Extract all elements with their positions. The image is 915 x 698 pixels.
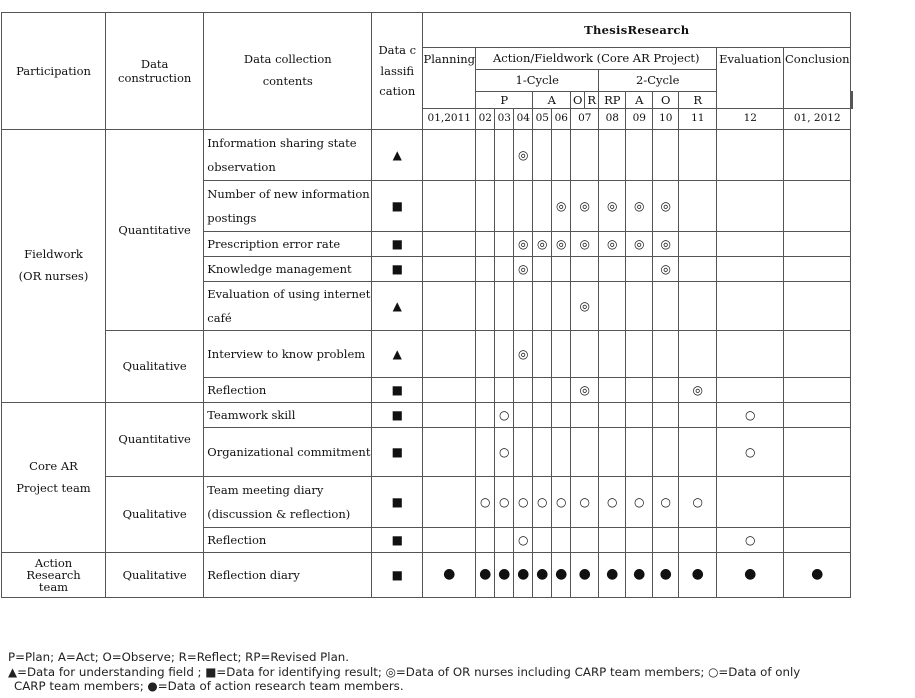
schedule-cell [423, 130, 476, 181]
schedule-cell [784, 331, 851, 378]
schedule-cell [514, 428, 533, 477]
schedule-cell [495, 331, 514, 378]
schedule-cell [552, 428, 571, 477]
schedule-cell: ○ [495, 428, 514, 477]
schedule-cell [784, 378, 851, 403]
data-collection-header: Data collection contents [204, 13, 372, 130]
schedule-cell [571, 528, 599, 553]
schedule-cell [784, 130, 851, 181]
schedule-cell [599, 428, 626, 477]
schedule-cell [653, 331, 679, 378]
collection-content: Knowledge management [204, 257, 372, 282]
schedule-cell [552, 257, 571, 282]
legend-line-3: CARP team members; ●=Data of action research team members. [14, 679, 404, 693]
research-data-table [1, 12, 853, 598]
schedule-cell: ◎ [626, 232, 653, 257]
fieldwork-group-label: Fieldwork (OR nurses) [2, 130, 106, 403]
cycle-2-header: 2-Cycle [599, 70, 717, 92]
schedule-cell: ○ [552, 477, 571, 528]
schedule-cell [626, 403, 653, 428]
data-construction-header: Data construction [106, 13, 204, 130]
month-header: 02 [476, 109, 495, 130]
schedule-cell [423, 257, 476, 282]
schedule-cell: ○ [476, 477, 495, 528]
schedule-cell [653, 378, 679, 403]
schedule-cell [495, 130, 514, 181]
month-header: 04 [514, 109, 533, 130]
schedule-cell [514, 181, 533, 232]
classification-symbol: ■ [372, 232, 423, 257]
schedule-cell [717, 378, 784, 403]
schedule-cell: ◎ [514, 331, 533, 378]
collection-content: Reflection diary [204, 553, 372, 598]
schedule-cell: ◎ [599, 232, 626, 257]
schedule-cell [571, 428, 599, 477]
schedule-cell [717, 331, 784, 378]
schedule-cell [626, 378, 653, 403]
month-header: 08 [599, 109, 626, 130]
schedule-cell: ○ [717, 403, 784, 428]
schedule-cell [476, 282, 495, 331]
schedule-cell [476, 232, 495, 257]
plan-phase-header: P [476, 92, 533, 109]
schedule-cell [653, 403, 679, 428]
classification-symbol: ▲ [372, 282, 423, 331]
revised-plan-phase-header: RP [599, 92, 626, 109]
schedule-cell: ○ [514, 528, 533, 553]
collection-content: Evaluation of using internet café [204, 282, 372, 331]
schedule-cell [495, 282, 514, 331]
observe-phase-header: O [571, 92, 585, 109]
schedule-cell [533, 257, 552, 282]
schedule-cell [599, 331, 626, 378]
collection-content: Team meeting diary (discussion & reflection) [204, 477, 372, 528]
classification-symbol: ■ [372, 428, 423, 477]
schedule-cell [784, 282, 851, 331]
schedule-cell: ◎ [571, 232, 599, 257]
schedule-cell: ◎ [514, 257, 533, 282]
schedule-cell: ○ [626, 477, 653, 528]
collection-content: Information sharing state observation [204, 130, 372, 181]
classification-symbol: ■ [372, 378, 423, 403]
schedule-cell: ◎ [571, 378, 599, 403]
construction-label: Qualitative [106, 331, 204, 403]
collection-content: Reflection [204, 378, 372, 403]
schedule-cell [495, 181, 514, 232]
schedule-cell: ● [423, 553, 476, 598]
month-header: 10 [653, 109, 679, 130]
month-header: 06 [552, 109, 571, 130]
schedule-cell: ○ [571, 477, 599, 528]
schedule-cell [784, 528, 851, 553]
collection-content: Reflection [204, 528, 372, 553]
schedule-cell: ◎ [626, 181, 653, 232]
schedule-cell [679, 257, 717, 282]
month-header: 01, 2012 [784, 109, 851, 130]
observe-phase-2-header: O [653, 92, 679, 109]
schedule-cell [599, 257, 626, 282]
schedule-cell [514, 282, 533, 331]
schedule-cell [717, 477, 784, 528]
schedule-cell [679, 331, 717, 378]
schedule-cell: ◎ [679, 378, 717, 403]
schedule-cell [717, 130, 784, 181]
schedule-cell [717, 181, 784, 232]
schedule-cell [495, 528, 514, 553]
schedule-cell: ● [571, 553, 599, 598]
evaluation-header: Evaluation [717, 48, 784, 109]
schedule-cell [626, 428, 653, 477]
schedule-cell: ◎ [653, 257, 679, 282]
cycle-1-header: 1-Cycle [476, 70, 599, 92]
schedule-cell [679, 232, 717, 257]
construction-label: Qualitative [106, 553, 204, 598]
schedule-cell [476, 403, 495, 428]
classification-symbol: ■ [372, 257, 423, 282]
schedule-cell [626, 528, 653, 553]
schedule-cell [784, 477, 851, 528]
schedule-cell: ◎ [653, 181, 679, 232]
schedule-cell: ◎ [599, 181, 626, 232]
schedule-cell [599, 378, 626, 403]
schedule-cell [476, 378, 495, 403]
schedule-cell [717, 257, 784, 282]
schedule-cell [476, 428, 495, 477]
schedule-cell: ● [717, 553, 784, 598]
schedule-cell: ○ [495, 403, 514, 428]
schedule-cell [571, 403, 599, 428]
construction-label: Quantitative [106, 130, 204, 331]
schedule-cell [533, 130, 552, 181]
legend-line-2: ▲=Data for understanding field ; ■=Data for identifying result; ◎=Data of OR nurses including CARP team members; ○=Data of only [8, 665, 801, 679]
schedule-cell [679, 130, 717, 181]
schedule-cell [533, 528, 552, 553]
classification-symbol: ■ [372, 477, 423, 528]
schedule-cell [784, 232, 851, 257]
month-header: 01,2011 [423, 109, 476, 130]
schedule-cell: ● [514, 553, 533, 598]
schedule-cell [514, 378, 533, 403]
schedule-cell [599, 282, 626, 331]
month-header: 11 [679, 109, 717, 130]
schedule-cell [571, 331, 599, 378]
schedule-cell [784, 403, 851, 428]
schedule-cell: ● [653, 553, 679, 598]
schedule-cell: ◎ [514, 130, 533, 181]
month-header: 12 [717, 109, 784, 130]
schedule-cell: ○ [653, 477, 679, 528]
schedule-cell [423, 232, 476, 257]
schedule-cell: ● [533, 553, 552, 598]
schedule-cell [626, 130, 653, 181]
schedule-cell: ○ [533, 477, 552, 528]
schedule-cell: ● [626, 553, 653, 598]
schedule-cell [533, 428, 552, 477]
schedule-cell: ● [599, 553, 626, 598]
schedule-cell [533, 331, 552, 378]
schedule-cell: ● [552, 553, 571, 598]
schedule-cell [626, 331, 653, 378]
schedule-cell [423, 477, 476, 528]
schedule-cell [533, 282, 552, 331]
collection-content: Teamwork skill [204, 403, 372, 428]
schedule-cell [552, 130, 571, 181]
schedule-cell [653, 428, 679, 477]
schedule-cell [717, 232, 784, 257]
month-header: 09 [626, 109, 653, 130]
schedule-cell: ○ [599, 477, 626, 528]
classification-symbol: ■ [372, 528, 423, 553]
schedule-cell [514, 403, 533, 428]
schedule-cell [495, 378, 514, 403]
schedule-cell [552, 528, 571, 553]
schedule-cell [679, 528, 717, 553]
schedule-cell: ◎ [552, 181, 571, 232]
schedule-cell [533, 403, 552, 428]
schedule-cell [571, 257, 599, 282]
action-fieldwork-header: Action/Fieldwork (Core AR Project) [476, 48, 717, 70]
schedule-cell [476, 181, 495, 232]
schedule-cell: ● [495, 553, 514, 598]
schedule-cell [423, 331, 476, 378]
schedule-cell [784, 428, 851, 477]
schedule-cell: ◎ [571, 282, 599, 331]
schedule-cell [599, 403, 626, 428]
schedule-cell [476, 257, 495, 282]
collection-content: Organizational commitment [204, 428, 372, 477]
schedule-cell [653, 130, 679, 181]
month-header: 05 [533, 109, 552, 130]
schedule-cell [495, 232, 514, 257]
participation-header: Participation [2, 13, 106, 130]
schedule-cell [679, 181, 717, 232]
schedule-cell [599, 130, 626, 181]
conclusion-header: Conclusion [784, 48, 851, 109]
classification-symbol: ▲ [372, 130, 423, 181]
collection-content: Number of new information postings [204, 181, 372, 232]
schedule-cell: ○ [679, 477, 717, 528]
act-phase-2-header: A [626, 92, 653, 109]
schedule-cell: ○ [717, 428, 784, 477]
schedule-cell [679, 428, 717, 477]
schedule-cell [423, 378, 476, 403]
schedule-cell [552, 282, 571, 331]
schedule-cell [679, 403, 717, 428]
classification-symbol: ■ [372, 181, 423, 232]
legend-line-1: P=Plan; A=Act; O=Observe; R=Reflect; RP=Revised Plan. [8, 650, 350, 664]
schedule-cell [784, 181, 851, 232]
schedule-cell [423, 403, 476, 428]
month-header: 03 [495, 109, 514, 130]
data-classification-header: Data classification [372, 13, 423, 130]
schedule-cell [679, 282, 717, 331]
schedule-cell [626, 257, 653, 282]
schedule-cell: ◎ [552, 232, 571, 257]
schedule-cell [784, 257, 851, 282]
schedule-cell [476, 130, 495, 181]
schedule-cell [653, 282, 679, 331]
classification-symbol: ▲ [372, 331, 423, 378]
schedule-cell [423, 181, 476, 232]
schedule-cell [653, 528, 679, 553]
reflect-phase-header: R [585, 92, 599, 109]
schedule-cell [552, 331, 571, 378]
schedule-cell [533, 378, 552, 403]
schedule-cell [626, 282, 653, 331]
schedule-cell: ◎ [533, 232, 552, 257]
schedule-cell: ○ [717, 528, 784, 553]
schedule-cell [476, 528, 495, 553]
schedule-cell [423, 428, 476, 477]
schedule-cell [599, 528, 626, 553]
schedule-cell: ● [679, 553, 717, 598]
action-team-group-label: Action Research team [2, 553, 106, 598]
collection-content: Prescription error rate [204, 232, 372, 257]
planning-header: Planning [423, 48, 476, 109]
core-team-group-label: Core AR Project team [2, 403, 106, 553]
classification-symbol: ■ [372, 553, 423, 598]
schedule-cell [552, 378, 571, 403]
schedule-cell [571, 130, 599, 181]
reflect-phase-2-header: R [679, 92, 717, 109]
schedule-cell [533, 181, 552, 232]
collection-content: Interview to know problem [204, 331, 372, 378]
schedule-cell: ◎ [653, 232, 679, 257]
schedule-cell [423, 282, 476, 331]
schedule-cell: ○ [514, 477, 533, 528]
thesis-research-header: ThesisResearch [423, 13, 851, 48]
schedule-cell: ● [784, 553, 851, 598]
construction-label: Qualitative [106, 477, 204, 553]
schedule-cell: ◎ [571, 181, 599, 232]
act-phase-header: A [533, 92, 571, 109]
schedule-cell [423, 528, 476, 553]
schedule-cell [552, 403, 571, 428]
schedule-cell: ● [476, 553, 495, 598]
schedule-cell [495, 257, 514, 282]
schedule-cell: ◎ [514, 232, 533, 257]
schedule-cell [717, 282, 784, 331]
schedule-cell: ○ [495, 477, 514, 528]
construction-label: Quantitative [106, 403, 204, 477]
classification-symbol: ■ [372, 403, 423, 428]
schedule-cell [476, 331, 495, 378]
month-header: 07 [571, 109, 599, 130]
